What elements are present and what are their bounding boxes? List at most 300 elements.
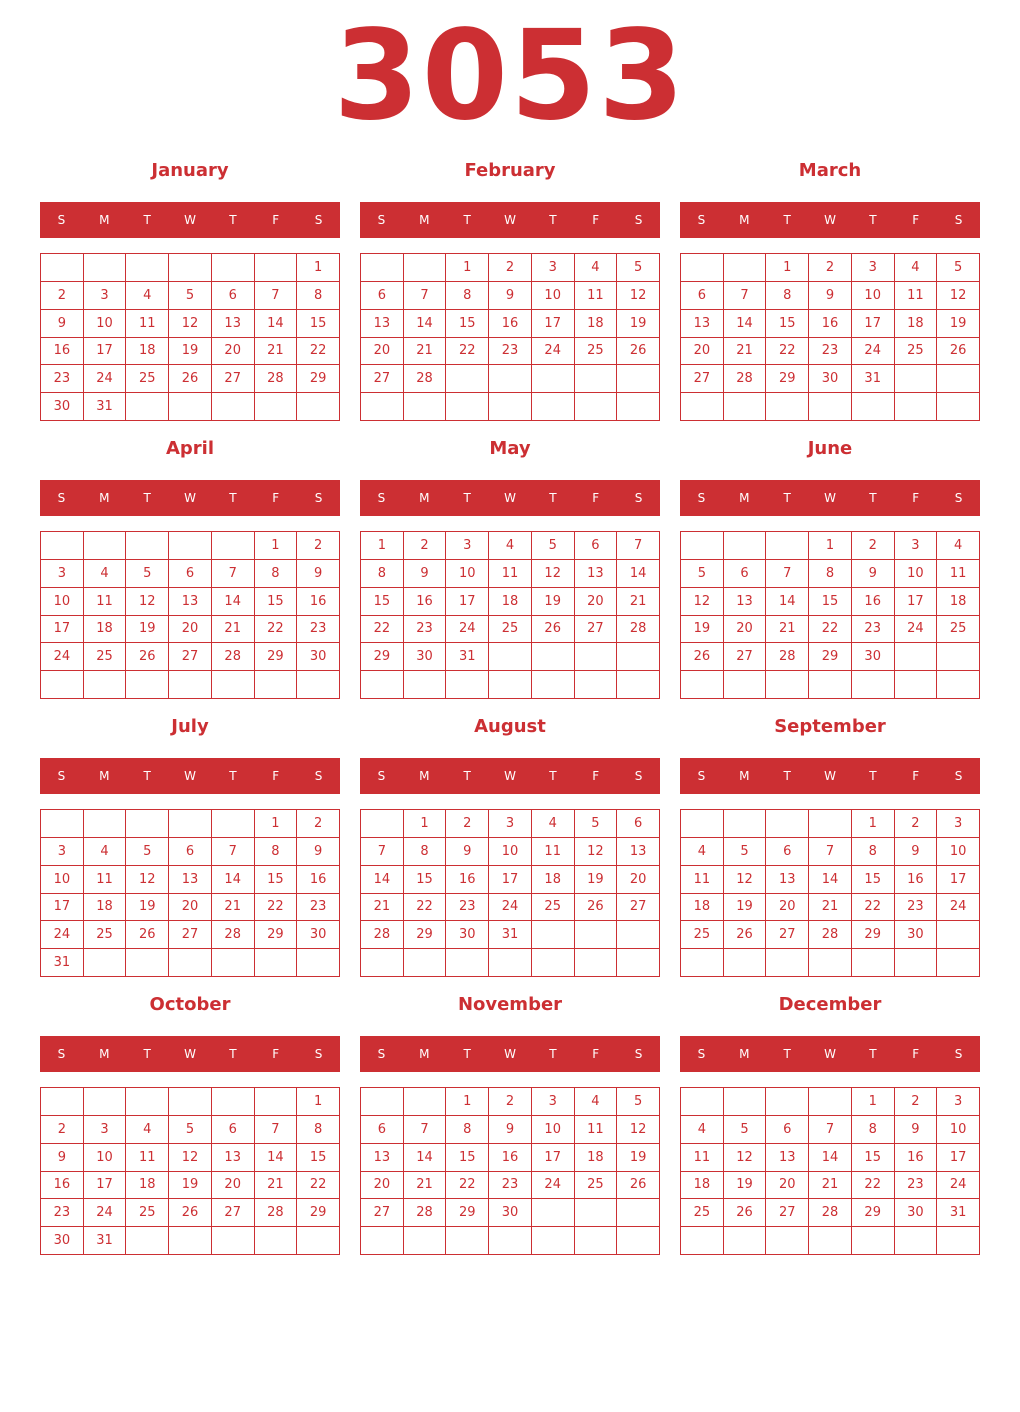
day-cell: 13 <box>724 588 767 616</box>
day-cell: 23 <box>852 616 895 644</box>
day-cell: 24 <box>489 894 532 922</box>
day-cell: 22 <box>255 894 298 922</box>
day-cell: 6 <box>361 1116 404 1144</box>
day-cell: 10 <box>41 588 84 616</box>
empty-cell <box>724 532 767 560</box>
day-cell: 18 <box>126 338 169 366</box>
day-grid <box>40 253 340 421</box>
empty-cell <box>404 949 447 977</box>
weekday-label: S <box>57 213 66 227</box>
day-cell: 9 <box>895 1116 938 1144</box>
day-cell: 27 <box>766 1199 809 1227</box>
day-cell: 28 <box>404 365 447 393</box>
day-cell: 11 <box>126 1144 169 1172</box>
day-cell: 3 <box>84 282 127 310</box>
day-cell: 31 <box>84 393 127 421</box>
weekday-header <box>360 202 660 238</box>
day-cell: 24 <box>84 365 127 393</box>
day-cell: 14 <box>724 310 767 338</box>
day-cell: 6 <box>169 838 212 866</box>
day-cell: 23 <box>895 894 938 922</box>
month-name: October <box>149 994 231 1015</box>
day-cell: 4 <box>84 838 127 866</box>
day-cell: 2 <box>489 254 532 282</box>
day-cell: 20 <box>766 1172 809 1200</box>
weekday-label: F <box>272 1047 280 1061</box>
day-cell: 14 <box>361 866 404 894</box>
empty-cell <box>169 949 212 977</box>
day-cell: 16 <box>41 1172 84 1200</box>
day-cell: 21 <box>809 894 852 922</box>
empty-cell <box>126 254 169 282</box>
weekday-label: M <box>739 213 750 227</box>
day-cell: 2 <box>895 1088 938 1116</box>
empty-cell <box>255 393 298 421</box>
day-cell: 1 <box>404 810 447 838</box>
day-cell: 7 <box>212 838 255 866</box>
empty-cell <box>489 949 532 977</box>
day-cell: 21 <box>361 894 404 922</box>
empty-cell <box>489 671 532 699</box>
empty-cell <box>84 532 127 560</box>
day-cell: 25 <box>575 338 618 366</box>
empty-cell <box>937 949 980 977</box>
empty-cell <box>404 1227 447 1255</box>
weekday-header <box>680 1036 980 1072</box>
empty-cell <box>681 671 724 699</box>
day-cell: 24 <box>446 616 489 644</box>
day-cell: 8 <box>255 560 298 588</box>
empty-cell <box>446 365 489 393</box>
day-cell: 24 <box>937 894 980 922</box>
day-cell: 19 <box>617 1144 660 1172</box>
month-name: January <box>151 160 229 181</box>
day-cell: 25 <box>84 921 127 949</box>
day-cell: 17 <box>446 588 489 616</box>
weekday-label: W <box>184 769 196 783</box>
day-cell: 11 <box>575 1116 618 1144</box>
day-cell: 27 <box>361 365 404 393</box>
day-cell: 8 <box>297 282 340 310</box>
day-cell: 23 <box>809 338 852 366</box>
day-cell: 8 <box>852 838 895 866</box>
day-cell: 13 <box>766 1144 809 1172</box>
weekday-header <box>680 480 980 516</box>
day-cell: 27 <box>766 921 809 949</box>
day-cell: 11 <box>84 866 127 894</box>
day-cell: 31 <box>84 1227 127 1255</box>
day-cell: 6 <box>766 838 809 866</box>
day-cell: 28 <box>404 1199 447 1227</box>
day-cell: 3 <box>852 254 895 282</box>
day-cell: 7 <box>809 1116 852 1144</box>
day-cell: 12 <box>724 866 767 894</box>
day-cell: 5 <box>937 254 980 282</box>
day-cell: 19 <box>169 1172 212 1200</box>
day-cell: 30 <box>895 921 938 949</box>
empty-cell <box>617 365 660 393</box>
weekday-label: S <box>634 769 643 783</box>
day-cell: 7 <box>255 1116 298 1144</box>
day-grid <box>360 809 660 977</box>
empty-cell <box>809 949 852 977</box>
day-cell: 21 <box>404 1172 447 1200</box>
weekday-label: F <box>912 769 920 783</box>
weekday-label: W <box>184 213 196 227</box>
empty-cell <box>84 949 127 977</box>
day-cell: 12 <box>617 282 660 310</box>
empty-cell <box>255 671 298 699</box>
weekday-label: W <box>504 491 516 505</box>
day-cell: 19 <box>169 338 212 366</box>
day-cell: 20 <box>212 1172 255 1200</box>
day-cell: 20 <box>361 1172 404 1200</box>
empty-cell <box>126 810 169 838</box>
weekday-label: S <box>377 769 386 783</box>
empty-cell <box>617 671 660 699</box>
weekday-label: W <box>184 1047 196 1061</box>
day-cell: 16 <box>446 866 489 894</box>
day-cell: 17 <box>532 310 575 338</box>
day-cell: 31 <box>41 949 84 977</box>
day-cell: 6 <box>212 1116 255 1144</box>
empty-cell <box>681 254 724 282</box>
day-cell: 30 <box>41 1227 84 1255</box>
day-cell: 9 <box>895 838 938 866</box>
day-grid <box>680 809 980 977</box>
empty-cell <box>617 1227 660 1255</box>
day-grid <box>360 1087 660 1255</box>
day-cell: 5 <box>724 838 767 866</box>
day-cell: 11 <box>575 282 618 310</box>
empty-cell <box>169 810 212 838</box>
day-cell: 26 <box>169 1199 212 1227</box>
day-cell: 2 <box>297 532 340 560</box>
empty-cell <box>532 1199 575 1227</box>
empty-cell <box>446 949 489 977</box>
day-cell: 13 <box>766 866 809 894</box>
empty-cell <box>297 949 340 977</box>
day-cell: 18 <box>532 866 575 894</box>
day-cell: 11 <box>532 838 575 866</box>
weekday-label: T <box>783 1047 791 1061</box>
day-cell: 27 <box>169 921 212 949</box>
day-cell: 9 <box>809 282 852 310</box>
day-cell: 16 <box>809 310 852 338</box>
day-cell: 14 <box>617 560 660 588</box>
day-cell: 22 <box>255 616 298 644</box>
day-cell: 14 <box>212 588 255 616</box>
day-cell: 29 <box>446 1199 489 1227</box>
weekday-label: S <box>377 491 386 505</box>
day-cell: 28 <box>724 365 767 393</box>
empty-cell <box>575 949 618 977</box>
empty-cell <box>489 393 532 421</box>
empty-cell <box>361 949 404 977</box>
day-cell: 3 <box>41 838 84 866</box>
day-cell: 25 <box>126 1199 169 1227</box>
weekday-label: M <box>739 1047 750 1061</box>
weekday-label: M <box>419 769 430 783</box>
day-cell: 5 <box>169 1116 212 1144</box>
weekday-label: T <box>549 491 557 505</box>
weekday-label: S <box>314 491 323 505</box>
weekday-header <box>40 480 340 516</box>
weekday-header <box>40 758 340 794</box>
empty-cell <box>126 1088 169 1116</box>
empty-cell <box>895 393 938 421</box>
day-cell: 10 <box>446 560 489 588</box>
day-cell: 11 <box>937 560 980 588</box>
day-cell: 1 <box>446 1088 489 1116</box>
month-name: June <box>807 438 853 459</box>
day-cell: 11 <box>681 1144 724 1172</box>
empty-cell <box>681 532 724 560</box>
day-cell: 25 <box>937 616 980 644</box>
empty-cell <box>766 1227 809 1255</box>
day-cell: 4 <box>895 254 938 282</box>
day-cell: 15 <box>255 588 298 616</box>
day-cell: 24 <box>84 1199 127 1227</box>
weekday-label: M <box>99 769 110 783</box>
day-cell: 27 <box>212 1199 255 1227</box>
weekday-label: T <box>549 213 557 227</box>
day-cell: 2 <box>41 282 84 310</box>
day-cell: 11 <box>681 866 724 894</box>
day-cell: 1 <box>297 254 340 282</box>
day-cell: 7 <box>404 282 447 310</box>
day-cell: 25 <box>575 1172 618 1200</box>
weekday-label: F <box>592 1047 600 1061</box>
weekday-label: S <box>57 491 66 505</box>
empty-cell <box>532 949 575 977</box>
day-cell: 22 <box>361 616 404 644</box>
day-cell: 22 <box>404 894 447 922</box>
day-cell: 30 <box>895 1199 938 1227</box>
day-cell: 26 <box>532 616 575 644</box>
weekday-label: F <box>912 1047 920 1061</box>
empty-cell <box>575 1227 618 1255</box>
day-cell: 12 <box>169 1144 212 1172</box>
day-cell: 8 <box>809 560 852 588</box>
day-cell: 19 <box>575 866 618 894</box>
weekday-label: F <box>272 213 280 227</box>
empty-cell <box>41 532 84 560</box>
empty-cell <box>169 671 212 699</box>
day-cell: 1 <box>852 1088 895 1116</box>
empty-cell <box>575 671 618 699</box>
day-cell: 18 <box>126 1172 169 1200</box>
day-cell: 6 <box>681 282 724 310</box>
day-cell: 29 <box>766 365 809 393</box>
day-cell: 14 <box>255 1144 298 1172</box>
empty-cell <box>532 671 575 699</box>
day-cell: 4 <box>126 282 169 310</box>
day-cell: 17 <box>937 1144 980 1172</box>
empty-cell <box>404 671 447 699</box>
day-cell: 5 <box>532 532 575 560</box>
day-cell: 13 <box>361 1144 404 1172</box>
day-cell: 12 <box>575 838 618 866</box>
day-cell: 1 <box>297 1088 340 1116</box>
day-cell: 1 <box>809 532 852 560</box>
day-cell: 15 <box>766 310 809 338</box>
empty-cell <box>255 949 298 977</box>
weekday-label: M <box>739 491 750 505</box>
day-cell: 20 <box>575 588 618 616</box>
day-cell: 19 <box>724 1172 767 1200</box>
weekday-label: T <box>783 213 791 227</box>
day-cell: 28 <box>212 643 255 671</box>
weekday-label: T <box>229 769 237 783</box>
empty-cell <box>809 1088 852 1116</box>
day-cell: 11 <box>895 282 938 310</box>
day-cell: 20 <box>681 338 724 366</box>
empty-cell <box>361 671 404 699</box>
empty-cell <box>532 643 575 671</box>
weekday-label: W <box>824 1047 836 1061</box>
day-cell: 15 <box>297 310 340 338</box>
day-cell: 24 <box>532 1172 575 1200</box>
weekday-label: S <box>697 491 706 505</box>
day-cell: 25 <box>489 616 532 644</box>
day-cell: 29 <box>809 643 852 671</box>
day-cell: 28 <box>255 365 298 393</box>
day-cell: 2 <box>895 810 938 838</box>
day-cell: 26 <box>724 921 767 949</box>
day-cell: 8 <box>446 1116 489 1144</box>
day-cell: 7 <box>255 282 298 310</box>
day-grid <box>40 531 340 699</box>
weekday-label: T <box>229 1047 237 1061</box>
day-cell: 19 <box>617 310 660 338</box>
empty-cell <box>404 1088 447 1116</box>
day-cell: 13 <box>361 310 404 338</box>
empty-cell <box>84 1088 127 1116</box>
day-cell: 8 <box>404 838 447 866</box>
empty-cell <box>169 1227 212 1255</box>
day-cell: 17 <box>937 866 980 894</box>
empty-cell <box>681 1227 724 1255</box>
day-cell: 27 <box>361 1199 404 1227</box>
day-cell: 17 <box>41 616 84 644</box>
empty-cell <box>852 393 895 421</box>
weekday-label: S <box>954 213 963 227</box>
day-cell: 9 <box>852 560 895 588</box>
day-cell: 7 <box>724 282 767 310</box>
day-cell: 6 <box>169 560 212 588</box>
day-cell: 10 <box>84 1144 127 1172</box>
month-name: November <box>457 994 563 1015</box>
day-cell: 3 <box>937 1088 980 1116</box>
day-cell: 23 <box>489 1172 532 1200</box>
day-cell: 14 <box>404 310 447 338</box>
month-name: July <box>171 716 209 737</box>
day-cell: 22 <box>446 338 489 366</box>
day-cell: 2 <box>446 810 489 838</box>
day-cell: 12 <box>532 560 575 588</box>
day-cell: 31 <box>937 1199 980 1227</box>
day-cell: 18 <box>489 588 532 616</box>
day-cell: 1 <box>766 254 809 282</box>
day-cell: 17 <box>84 1172 127 1200</box>
day-cell: 30 <box>41 393 84 421</box>
day-cell: 12 <box>617 1116 660 1144</box>
day-cell: 21 <box>724 338 767 366</box>
day-cell: 25 <box>895 338 938 366</box>
empty-cell <box>724 949 767 977</box>
day-cell: 28 <box>617 616 660 644</box>
empty-cell <box>895 949 938 977</box>
day-cell: 30 <box>404 643 447 671</box>
day-cell: 17 <box>489 866 532 894</box>
day-cell: 17 <box>532 1144 575 1172</box>
day-cell: 2 <box>297 810 340 838</box>
day-cell: 2 <box>41 1116 84 1144</box>
day-cell: 26 <box>126 643 169 671</box>
empty-cell <box>361 393 404 421</box>
day-cell: 28 <box>255 1199 298 1227</box>
day-cell: 27 <box>724 643 767 671</box>
day-cell: 2 <box>809 254 852 282</box>
day-cell: 29 <box>404 921 447 949</box>
weekday-label: T <box>869 491 877 505</box>
weekday-label: M <box>419 1047 430 1061</box>
day-cell: 22 <box>852 1172 895 1200</box>
day-cell: 19 <box>681 616 724 644</box>
weekday-label: F <box>272 491 280 505</box>
month-name: September <box>774 716 886 737</box>
day-cell: 16 <box>404 588 447 616</box>
day-cell: 15 <box>446 310 489 338</box>
empty-cell <box>937 671 980 699</box>
day-cell: 12 <box>724 1144 767 1172</box>
day-cell: 7 <box>766 560 809 588</box>
day-cell: 6 <box>575 532 618 560</box>
weekday-label: T <box>463 1047 471 1061</box>
empty-cell <box>84 810 127 838</box>
day-cell: 8 <box>297 1116 340 1144</box>
day-cell: 15 <box>404 866 447 894</box>
day-cell: 9 <box>297 838 340 866</box>
empty-cell <box>937 921 980 949</box>
empty-cell <box>852 671 895 699</box>
empty-cell <box>809 1227 852 1255</box>
day-cell: 9 <box>41 1144 84 1172</box>
empty-cell <box>446 671 489 699</box>
day-cell: 6 <box>212 282 255 310</box>
day-cell: 27 <box>212 365 255 393</box>
day-cell: 9 <box>489 1116 532 1144</box>
day-cell: 20 <box>212 338 255 366</box>
weekday-label: F <box>272 769 280 783</box>
empty-cell <box>41 254 84 282</box>
day-cell: 8 <box>255 838 298 866</box>
weekday-label: W <box>184 491 196 505</box>
empty-cell <box>766 949 809 977</box>
day-cell: 30 <box>489 1199 532 1227</box>
month-name: February <box>464 160 556 181</box>
day-cell: 27 <box>681 365 724 393</box>
day-cell: 14 <box>809 1144 852 1172</box>
day-cell: 4 <box>84 560 127 588</box>
day-cell: 21 <box>212 616 255 644</box>
weekday-label: M <box>739 769 750 783</box>
empty-cell <box>575 1199 618 1227</box>
empty-cell <box>255 1088 298 1116</box>
day-cell: 31 <box>446 643 489 671</box>
day-grid <box>360 253 660 421</box>
